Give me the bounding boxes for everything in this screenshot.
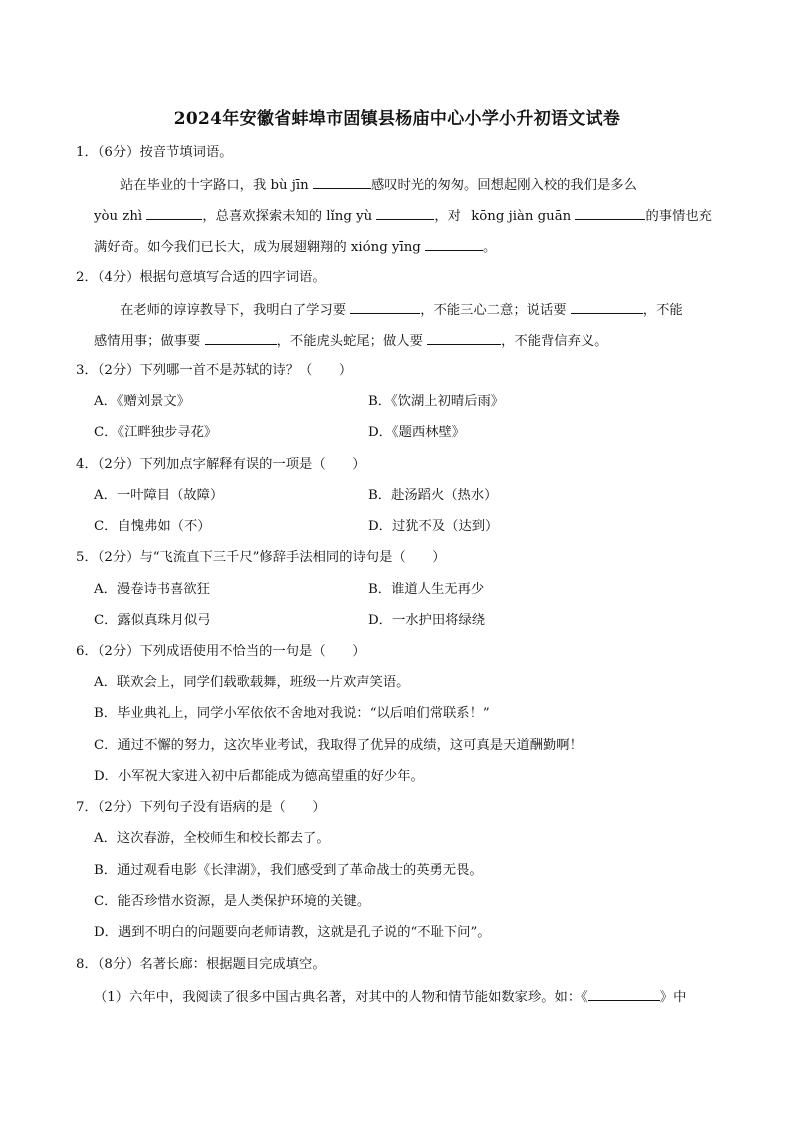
answer-blank[interactable]: [425, 236, 483, 251]
question-5-option-b[interactable]: B．谁道人生无再少: [368, 582, 485, 597]
question-5-option-d[interactable]: D．一水护田将绿绕: [368, 613, 486, 628]
q8-text: （1）六年中，我阅读了很多中国古典名著，对其中的人物和情节能如数家珍。如：《: [94, 990, 588, 1005]
question-6-option-d[interactable]: D．小军祝大家进入初中后都能成为德高望重的好少年。: [94, 769, 424, 784]
q1-text: 的事情也充: [645, 209, 712, 224]
question-6-option-b[interactable]: B．毕业典礼上，同学小军依依不舍地对我说：“以后咱们常联系！”: [94, 706, 490, 721]
q1-text: 站在毕业的十字路口，我 bù jīn: [120, 178, 313, 193]
answer-blank[interactable]: [588, 986, 660, 1001]
q1-text: kōng jiàn guān: [471, 209, 576, 224]
question-3-option-a[interactable]: A．《赠刘景文》: [94, 394, 191, 409]
question-7-option-a[interactable]: A．这次春游，全校师生和校长都去了。: [94, 831, 330, 846]
question-4-option-c[interactable]: C．自愧弗如（不）: [94, 519, 211, 534]
answer-blank[interactable]: [376, 205, 434, 220]
question-1-line-3: [94, 236, 496, 258]
question-5-option-a[interactable]: A．漫卷诗书喜欲狂: [94, 582, 210, 597]
page-title: 2024年安徽省蚌埠市固镇县杨庙中心小学小升初语文试卷: [173, 109, 621, 129]
question-7-option-b[interactable]: B．通过观看电影《长津湖》，我们感受到了革命战士的英勇无畏。: [94, 863, 483, 878]
question-6-header: 6．（2分）下列成语使用不恰当的一句是（ ）: [76, 644, 366, 659]
q1-text: yòu zhì: [94, 209, 147, 224]
question-1-line-2: [94, 205, 712, 227]
question-2-header: 2．（4分）根据句意填写合适的四字词语。: [76, 270, 326, 285]
q1-text: 。: [483, 240, 497, 255]
answer-blank[interactable]: [575, 205, 645, 220]
answer-blank[interactable]: [427, 330, 501, 345]
q2-text: ，不能: [642, 303, 683, 318]
answer-blank[interactable]: [313, 174, 371, 189]
question-3-option-d[interactable]: D．《题西林壁》: [368, 425, 466, 440]
question-6-option-c[interactable]: C．通过不懈的努力，这次毕业考试，我取得了优异的成绩，这可真是天道酬勤啊！: [94, 738, 583, 753]
answer-blank[interactable]: [350, 299, 420, 314]
question-6-option-a[interactable]: A．联欢会上，同学们载歌载舞，班级一片欢声笑语。: [94, 675, 410, 690]
question-5-header: 5．（2分）与“飞流直下三千尺”修辞手法相同的诗句是（ ）: [76, 550, 446, 565]
question-7-option-d[interactable]: D．遇到不明白的问题要向老师请教，这就是孔子说的“不耻下问”。: [94, 925, 491, 940]
q1-text: ，对: [434, 209, 466, 224]
question-4-option-b[interactable]: B．赴汤蹈火（热水）: [368, 488, 498, 503]
question-5-option-c[interactable]: C．露似真珠月似弓: [94, 613, 211, 628]
question-7-option-c[interactable]: C．能否珍惜水资源，是人类保护环境的关键。: [94, 894, 371, 909]
question-3-option-b[interactable]: B．《饮湖上初晴后雨》: [368, 394, 505, 409]
question-4-option-a[interactable]: A．一叶障目（故障）: [94, 488, 224, 503]
question-8-line-1: [94, 986, 686, 1008]
q1-text: ，总喜欢探索未知的 lǐng yù: [202, 209, 377, 224]
q2-text: ，不能背信弃义。: [501, 334, 608, 349]
q2-text: ，不能虎头蛇尾；做人要: [276, 334, 428, 349]
answer-blank[interactable]: [146, 205, 202, 220]
question-3-option-c[interactable]: C．《江畔独步寻花》: [94, 425, 218, 440]
question-3-header: 3．（2分）下列哪一首不是苏轼的诗？（ ）: [76, 363, 353, 378]
answer-blank[interactable]: [571, 299, 643, 314]
q1-text: 满好奇。如今我们已长大，成为展翅翱翔的 xióng yīng: [94, 240, 425, 255]
q2-text: ，不能三心二意；说话要: [420, 303, 571, 318]
question-1-line-1: [120, 174, 637, 196]
question-8-header: 8．（8分）名著长廊：根据题目完成填空。: [76, 957, 326, 972]
question-4-header: 4．（2分）下列加点字解释有误的一项是（ ）: [76, 457, 366, 472]
q8-text: 》中: [659, 990, 687, 1005]
answer-blank[interactable]: [205, 330, 277, 345]
q1-text: 感叹时光的匆匆。回想起刚入校的我们是多么: [370, 178, 637, 193]
question-2-line-1: [120, 299, 683, 321]
question-1-header: 1．（6分）按音节填词语。: [76, 145, 233, 160]
q2-text: 在老师的谆谆教导下，我明白了学习要: [120, 303, 351, 318]
q2-text: 感情用事；做事要: [94, 334, 205, 349]
question-2-line-2: [94, 330, 607, 352]
question-4-option-d[interactable]: D．过犹不及（达到）: [368, 519, 499, 534]
question-7-header: 7．（2分）下列句子没有语病的是（ ）: [76, 800, 326, 815]
